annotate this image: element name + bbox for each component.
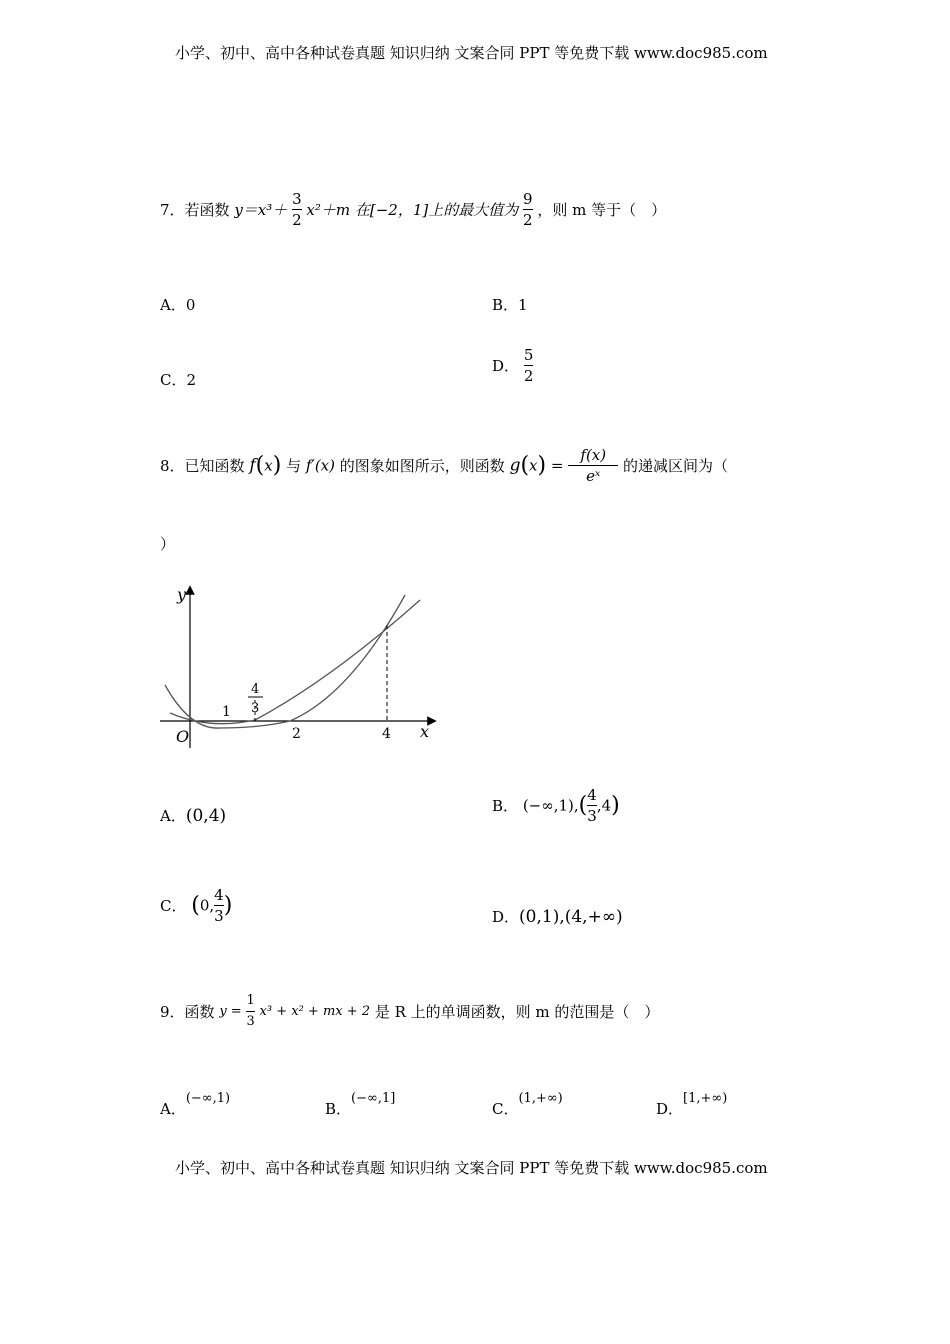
- q7-tail: ，则 m 等于（ ）: [537, 201, 667, 219]
- q9-option-b[interactable]: B．(−∞,1]: [325, 1091, 396, 1118]
- question-9: 9．函数 y = $\frac{1}{3}$ x³ + x² + mx + 2 是 R 上的单调函数，则 m 的范围是（ ）: [160, 993, 660, 1029]
- curve-fprime: [165, 595, 405, 728]
- q8-option-b[interactable]: B． (−∞,1),( $\frac{4}{3}$ ,4): [492, 786, 620, 825]
- q8-option-c[interactable]: C． (0, $\frac{4}{3}$ ): [160, 886, 233, 925]
- q7-option-d[interactable]: D． $\frac{5}{2}$: [492, 346, 534, 385]
- function-graph: [150, 580, 450, 755]
- origin-label: O: [176, 727, 190, 746]
- question-7: [160, 190, 666, 250]
- q8-option-d[interactable]: D．(0,1),(4,+∞): [492, 907, 623, 927]
- q7-option-b[interactable]: B．1: [492, 296, 528, 314]
- tick-1: 1: [222, 704, 231, 720]
- y-label: y: [177, 585, 187, 604]
- tick-4-3-den: 3: [251, 701, 260, 716]
- q8-close-paren: ）: [160, 535, 176, 553]
- q7-option-c[interactable]: C．2: [160, 371, 197, 389]
- page-footer: 小学、初中、高中各种试卷真题 知识归纳 文案合同 PPT 等免费下载 www.doc985.com: [175, 1159, 768, 1177]
- q9-option-c[interactable]: C．(1,+∞): [492, 1091, 563, 1118]
- q9-option-d[interactable]: D．[1,+∞): [656, 1091, 728, 1118]
- q7-expr1: y＝x³＋: [234, 201, 288, 219]
- tick-2: 2: [292, 726, 301, 742]
- q8-option-a[interactable]: A．(0,4): [160, 806, 227, 826]
- tick-4-3-num: 4: [251, 682, 260, 697]
- q7-frac-9-2: $\frac{9}{2}$: [523, 190, 533, 229]
- q7-option-a[interactable]: A．0: [160, 296, 196, 314]
- q7-frac-3-2: $\frac{3}{2}$: [292, 190, 302, 229]
- q7-number: 7．若函数: [160, 201, 230, 219]
- q9-option-a[interactable]: A．(−∞,1): [160, 1091, 231, 1118]
- tick-4: 4: [382, 726, 391, 742]
- curve-f: [170, 600, 420, 724]
- page-header: 小学、初中、高中各种试卷真题 知识归纳 文案合同 PPT 等免费下载 www.doc985.com: [175, 44, 768, 62]
- question-8: 8．已知函数 f(x) 与 f′(x) 的图象如图所示，则函数 g(x) = $\frac{f(x)}{\text{eˣ}}$ 的递减区间为（: [160, 446, 729, 485]
- q7-expr2: x²＋m 在[−2，1]上的最大值为: [306, 201, 519, 219]
- x-label: x: [420, 722, 430, 741]
